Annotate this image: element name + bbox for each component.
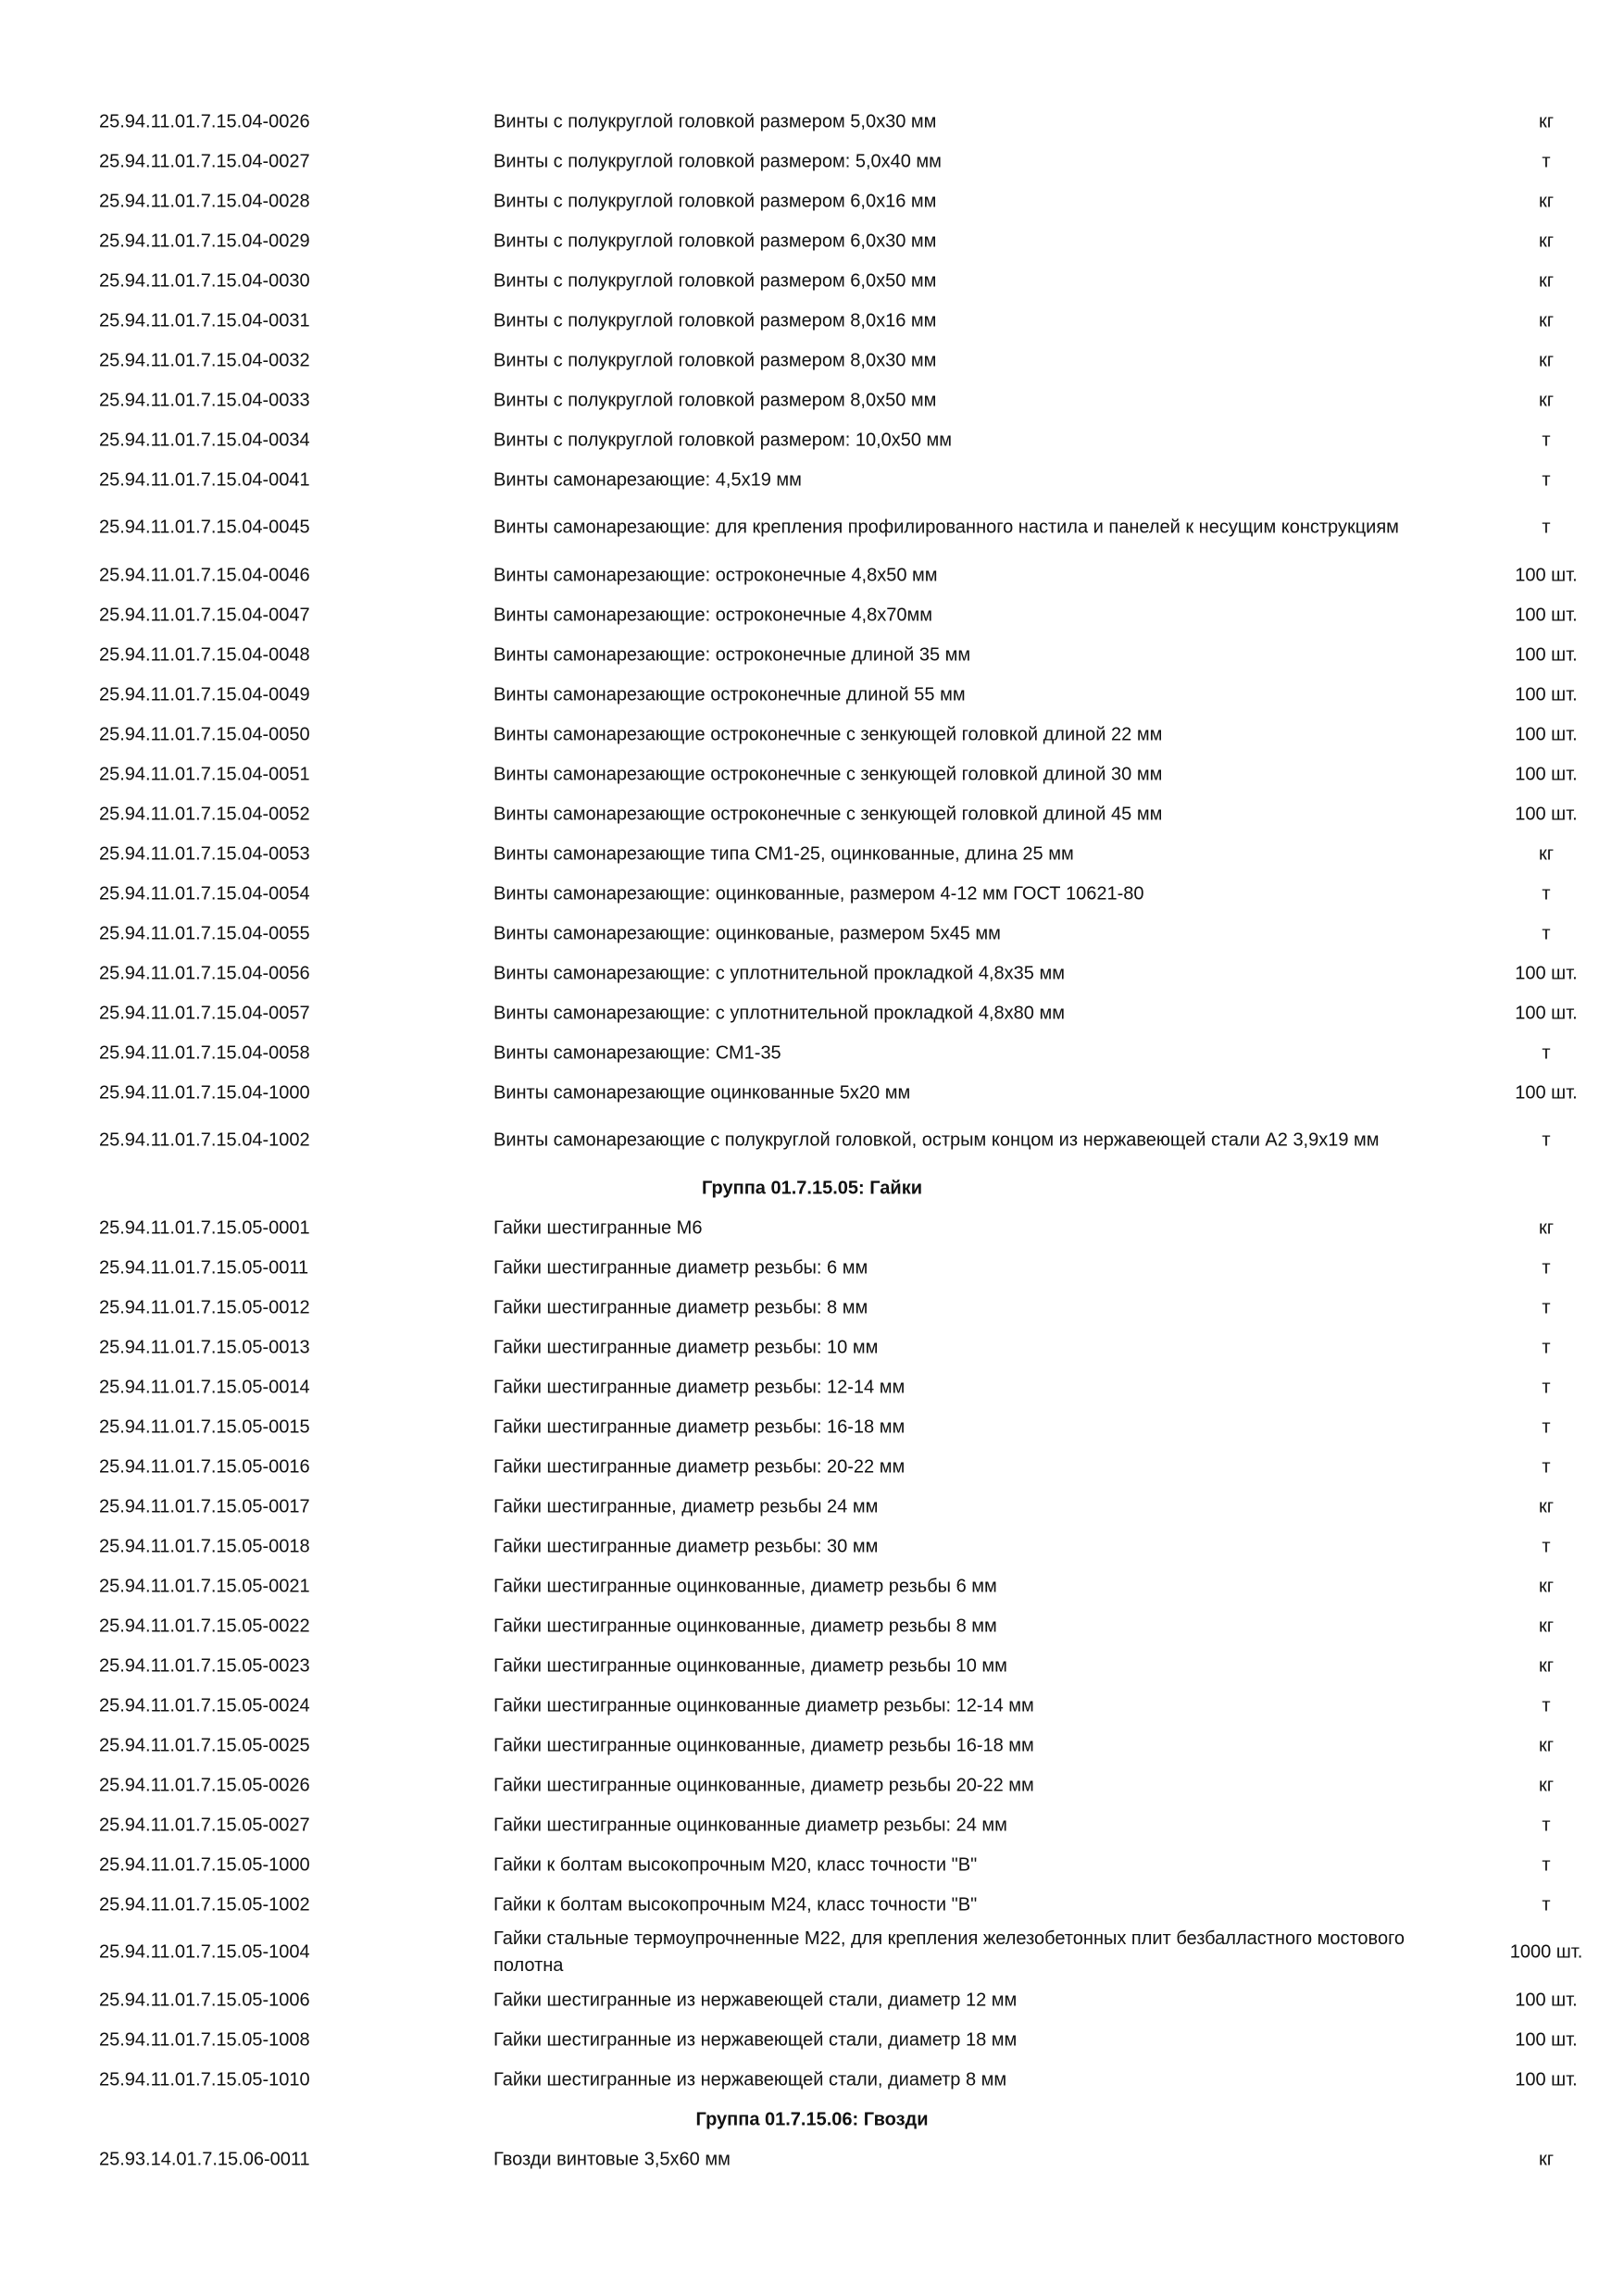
resource-name: Винты самонарезающие оцинкованные 5х20 мм	[493, 1082, 911, 1103]
resource-name: Гайки шестигранные диаметр резьбы: 12-14 мм	[493, 1377, 906, 1397]
resource-code: 25.94.11.01.7.15.04-0050	[99, 724, 310, 744]
resource-code: 25.94.11.01.7.15.04-0046	[99, 565, 310, 585]
resource-code: 25.94.11.01.7.15.04-0055	[99, 923, 310, 943]
resource-code: 25.94.11.01.7.15.05-0022	[99, 1616, 310, 1636]
group-header	[0, 1168, 1624, 1208]
table-row	[0, 1248, 1624, 1288]
resource-name: Винты самонарезающие: СМ1-35	[493, 1042, 781, 1063]
resource-code: 25.94.11.01.7.15.05-0024	[99, 1695, 310, 1716]
table-row	[0, 1407, 1624, 1447]
resource-code: 25.94.11.01.7.15.04-0048	[99, 644, 310, 665]
resource-name: Гайки шестигранные оцинкованные диаметр резьбы: 12-14 мм	[493, 1695, 1034, 1716]
unit-of-measure: кг	[1538, 111, 1555, 131]
unit-of-measure: 100 шт.	[1515, 804, 1578, 824]
resource-name: Винты самонарезающие: с уплотнительной прокладкой 4,8х35 мм	[493, 963, 1065, 983]
table-row	[0, 2140, 1624, 2179]
unit-of-measure: т	[1542, 1416, 1551, 1437]
resource-name: Гайки шестигранные из нержавеющей стали, диаметр 18 мм	[493, 2029, 1018, 2050]
resource-name: Гайки шестигранные диаметр резьбы: 8 мм	[493, 1297, 868, 1317]
resource-code: 25.94.11.01.7.15.05-0018	[99, 1536, 310, 1556]
unit-of-measure: кг	[1538, 270, 1555, 291]
resource-name: Винты самонарезающие: остроконечные длиной 35 мм	[493, 644, 971, 665]
resource-code: 25.94.11.01.7.15.04-0029	[99, 231, 310, 251]
resource-code: 25.94.11.01.7.15.04-0054	[99, 883, 310, 904]
resource-code: 25.94.11.01.7.15.04-0049	[99, 684, 310, 705]
resource-name: Винты самонарезающие: для крепления профилированного настила и панелей к несущим конструкциям	[493, 517, 1399, 538]
unit-of-measure: кг	[1538, 843, 1555, 864]
resource-code: 25.94.11.01.7.15.04-0047	[99, 605, 310, 625]
resource-code: 25.94.11.01.7.15.05-1010	[99, 2069, 310, 2090]
resource-code: 25.94.11.01.7.15.05-1006	[99, 1990, 310, 2010]
unit-of-measure: т	[1542, 1854, 1551, 1875]
resource-code: 25.94.11.01.7.15.05-1002	[99, 1894, 310, 1915]
resource-name: Винты самонарезающие остроконечные длиной 55 мм	[493, 684, 966, 705]
resource-code: 25.94.11.01.7.15.04-0031	[99, 310, 310, 331]
resource-code: 25.93.14.01.7.15.06-0011	[99, 2149, 310, 2169]
resource-name: Винты самонарезающие типа СМ1-25, оцинкованные, длина 25 мм	[493, 843, 1074, 864]
resource-name: Гайки шестигранные диаметр резьбы: 10 мм	[493, 1337, 879, 1357]
table-row	[0, 1328, 1624, 1367]
resource-name: Гайки к болтам высокопрочным М20, класс точности "В"	[493, 1854, 978, 1875]
resource-code: 25.94.11.01.7.15.04-0027	[99, 151, 310, 171]
resource-code: 25.94.11.01.7.15.05-1008	[99, 2029, 310, 2050]
resource-name: Винты самонарезающие остроконечные с зенкующей головкой длиной 45 мм	[493, 804, 1163, 824]
table-row	[0, 1113, 1624, 1168]
table-row	[0, 102, 1624, 142]
table-row	[0, 2020, 1624, 2060]
table-row	[0, 675, 1624, 715]
table-row	[0, 954, 1624, 993]
table-row	[0, 755, 1624, 794]
table-row	[0, 914, 1624, 954]
unit-of-measure: 100 шт.	[1515, 1990, 1578, 2010]
resource-name: Гайки шестигранные из нержавеющей стали, диаметр 8 мм	[493, 2069, 1007, 2090]
table-row	[0, 261, 1624, 301]
unit-of-measure: т	[1542, 430, 1551, 450]
unit-of-measure: кг	[1538, 1576, 1555, 1596]
table-row	[0, 341, 1624, 381]
table-row	[0, 1686, 1624, 1726]
unit-of-measure: т	[1542, 1257, 1551, 1278]
group-title: Группа 01.7.15.05: Гайки	[701, 1178, 923, 1198]
unit-of-measure: кг	[1538, 1655, 1555, 1676]
unit-of-measure: кг	[1538, 231, 1555, 251]
resource-code: 25.94.11.01.7.15.04-0028	[99, 191, 310, 211]
resource-code: 25.94.11.01.7.15.04-0051	[99, 764, 310, 784]
unit-of-measure: 100 шт.	[1515, 1003, 1578, 1023]
unit-of-measure: кг	[1538, 1496, 1555, 1516]
table-row	[0, 381, 1624, 420]
unit-of-measure: 100 шт.	[1515, 644, 1578, 665]
unit-of-measure: т	[1542, 1894, 1551, 1915]
unit-of-measure: кг	[1538, 1217, 1555, 1238]
unit-of-measure: 100 шт.	[1515, 2069, 1578, 2090]
resource-name: Гайки шестигранные М6	[493, 1217, 703, 1238]
resource-code: 25.94.11.01.7.15.05-0027	[99, 1815, 310, 1835]
table-row	[0, 1527, 1624, 1566]
resource-name: Гайки шестигранные оцинкованные, диаметр резьбы 6 мм	[493, 1576, 997, 1596]
table-row	[0, 1208, 1624, 1248]
unit-of-measure: кг	[1538, 390, 1555, 410]
resource-name: Винты с полукруглой головкой размером: 5,0х40 мм	[493, 151, 942, 171]
unit-of-measure: т	[1542, 151, 1551, 171]
resource-name: Винты с полукруглой головкой размером 8,0х16 мм	[493, 310, 937, 331]
unit-of-measure: кг	[1538, 350, 1555, 370]
unit-of-measure: т	[1542, 1536, 1551, 1556]
resource-code: 25.94.11.01.7.15.05-1004	[99, 1941, 310, 1963]
table-row	[0, 301, 1624, 341]
unit-of-measure: 100 шт.	[1515, 605, 1578, 625]
table-row	[0, 1980, 1624, 2020]
table-row	[0, 460, 1624, 500]
resource-code: 25.94.11.01.7.15.04-0056	[99, 963, 310, 983]
unit-of-measure: т	[1542, 1456, 1551, 1477]
resource-name: Винты с полукруглой головкой размером: 10,0х50 мм	[493, 430, 953, 450]
resource-code: 25.94.11.01.7.15.05-0012	[99, 1297, 310, 1317]
table-row	[0, 794, 1624, 834]
unit-of-measure: т	[1542, 517, 1551, 538]
unit-of-measure: 100 шт.	[1515, 764, 1578, 784]
resource-code: 25.94.11.01.7.15.04-0041	[99, 469, 310, 490]
unit-of-measure: т	[1542, 469, 1551, 490]
unit-of-measure: кг	[1538, 1616, 1555, 1636]
resource-code: 25.94.11.01.7.15.05-0016	[99, 1456, 310, 1477]
table-row	[0, 834, 1624, 874]
table-row	[0, 2060, 1624, 2100]
table-row	[0, 595, 1624, 635]
table-row	[0, 555, 1624, 595]
unit-of-measure: 1000 шт.	[1509, 1941, 1583, 1963]
resource-name: Винты самонарезающие: остроконечные 4,8х50 мм	[493, 565, 938, 585]
resource-name: Винты самонарезающие: остроконечные 4,8х70мм	[493, 605, 932, 625]
resource-name: Винты с полукруглой головкой размером 8,0х50 мм	[493, 390, 937, 410]
resource-code: 25.94.11.01.7.15.05-0025	[99, 1735, 310, 1755]
table-row	[0, 1925, 1624, 1980]
resource-name: Винты самонарезающие: оцинкованные, размером 4-12 мм ГОСТ 10621-80	[493, 883, 1144, 904]
resource-name: Винты самонарезающие остроконечные с зенкующей головкой длиной 22 мм	[493, 724, 1163, 744]
table-row	[0, 1845, 1624, 1885]
resource-name: Винты самонарезающие: оцинкованые, размером 5х45 мм	[493, 923, 1001, 943]
resource-code: 25.94.11.01.7.15.05-0023	[99, 1655, 310, 1676]
resource-name: Гайки шестигранные оцинкованные, диаметр резьбы 20-22 мм	[493, 1775, 1034, 1795]
unit-of-measure: т	[1542, 923, 1551, 943]
table-row	[0, 715, 1624, 755]
table-row	[0, 1766, 1624, 1805]
resource-name: Гайки шестигранные диаметр резьбы: 16-18 мм	[493, 1416, 906, 1437]
table-row	[0, 1487, 1624, 1527]
table-row	[0, 181, 1624, 221]
unit-of-measure: т	[1542, 1297, 1551, 1317]
resource-code: 25.94.11.01.7.15.04-1002	[99, 1129, 310, 1151]
unit-of-measure: 100 шт.	[1515, 565, 1578, 585]
resource-code: 25.94.11.01.7.15.05-0011	[99, 1257, 309, 1278]
resource-name: Гайки стальные термоупрочненные М22, для крепления железобетонных плит безбалластного мостового полотна	[493, 1928, 1405, 1976]
table-row	[0, 1805, 1624, 1845]
resource-name: Гайки шестигранные диаметр резьбы: 20-22 мм	[493, 1456, 906, 1477]
resource-name: Гайки шестигранные оцинкованные, диаметр резьбы 10 мм	[493, 1655, 1007, 1676]
unit-of-measure: т	[1542, 1129, 1551, 1151]
table-row	[0, 1367, 1624, 1407]
resource-code: 25.94.11.01.7.15.05-0015	[99, 1416, 310, 1437]
resource-code: 25.94.11.01.7.15.04-0026	[99, 111, 310, 131]
table-row	[0, 1447, 1624, 1487]
unit-of-measure: т	[1542, 1337, 1551, 1357]
resource-name: Винты с полукруглой головкой размером 6,0х16 мм	[493, 191, 937, 211]
table-row	[0, 420, 1624, 460]
resource-name: Винты самонарезающие: 4,5х19 мм	[493, 469, 802, 490]
resource-name: Гайки шестигранные оцинкованные диаметр резьбы: 24 мм	[493, 1815, 1007, 1835]
resource-code: 25.94.11.01.7.15.04-0053	[99, 843, 310, 864]
table-row	[0, 1288, 1624, 1328]
table-row	[0, 1726, 1624, 1766]
resource-code: 25.94.11.01.7.15.04-1000	[99, 1082, 310, 1103]
resource-code: 25.94.11.01.7.15.05-1000	[99, 1854, 310, 1875]
resource-code: 25.94.11.01.7.15.05-0021	[99, 1576, 310, 1596]
unit-of-measure: т	[1542, 1042, 1551, 1063]
unit-of-measure: 100 шт.	[1515, 684, 1578, 705]
resource-code: 25.94.11.01.7.15.05-0026	[99, 1775, 310, 1795]
resource-name: Винты с полукруглой головкой размером 8,0х30 мм	[493, 350, 937, 370]
table-row	[0, 1646, 1624, 1686]
unit-of-measure: кг	[1538, 310, 1555, 331]
table-row	[0, 1073, 1624, 1113]
group-header	[0, 2100, 1624, 2140]
resource-code: 25.94.11.01.7.15.05-0017	[99, 1496, 310, 1516]
table-row	[0, 1606, 1624, 1646]
resource-name: Гайки шестигранные диаметр резьбы: 30 мм	[493, 1536, 879, 1556]
resource-code: 25.94.11.01.7.15.04-0033	[99, 390, 310, 410]
table-row	[0, 635, 1624, 675]
unit-of-measure: 100 шт.	[1515, 963, 1578, 983]
resource-code: 25.94.11.01.7.15.04-0034	[99, 430, 310, 450]
resource-name: Гайки к болтам высокопрочным М24, класс точности "В"	[493, 1894, 978, 1915]
price-list-page	[0, 102, 1624, 2179]
table-row	[0, 874, 1624, 914]
table-row	[0, 993, 1624, 1033]
resource-name: Гайки шестигранные диаметр резьбы: 6 мм	[493, 1257, 868, 1278]
resource-code: 25.94.11.01.7.15.04-0057	[99, 1003, 310, 1023]
resource-name: Гвозди винтовые 3,5х60 мм	[493, 2149, 731, 2169]
unit-of-measure: 100 шт.	[1515, 1082, 1578, 1103]
resource-name: Винты самонарезающие с полукруглой головкой, острым концом из нержавеющей стали А2 3,9х19 мм	[493, 1129, 1380, 1151]
resource-name: Гайки шестигранные оцинкованные, диаметр резьбы 16-18 мм	[493, 1735, 1034, 1755]
unit-of-measure: т	[1542, 1695, 1551, 1716]
unit-of-measure: 100 шт.	[1515, 2029, 1578, 2050]
unit-of-measure: кг	[1538, 2149, 1555, 2169]
resource-name: Гайки шестигранные из нержавеющей стали, диаметр 12 мм	[493, 1990, 1018, 2010]
table-row	[0, 221, 1624, 261]
resource-code: 25.94.11.01.7.15.04-0045	[99, 517, 310, 538]
resource-code: 25.94.11.01.7.15.04-0052	[99, 804, 310, 824]
group-title: Группа 01.7.15.06: Гвозди	[695, 2109, 929, 2129]
unit-of-measure: 100 шт.	[1515, 724, 1578, 744]
resource-name: Гайки шестигранные оцинкованные, диаметр резьбы 8 мм	[493, 1616, 997, 1636]
table-row	[0, 1885, 1624, 1925]
resource-code: 25.94.11.01.7.15.05-0001	[99, 1217, 310, 1238]
resource-name: Винты с полукруглой головкой размером 5,0х30 мм	[493, 111, 937, 131]
unit-of-measure: кг	[1538, 1735, 1555, 1755]
resource-name: Гайки шестигранные, диаметр резьбы 24 мм	[493, 1496, 879, 1516]
resource-code: 25.94.11.01.7.15.04-0058	[99, 1042, 310, 1063]
unit-of-measure: т	[1542, 1377, 1551, 1397]
unit-of-measure: т	[1542, 1815, 1551, 1835]
table-row	[0, 1566, 1624, 1606]
resource-name: Винты с полукруглой головкой размером 6,0х50 мм	[493, 270, 937, 291]
resource-code: 25.94.11.01.7.15.04-0030	[99, 270, 310, 291]
table-row	[0, 1033, 1624, 1073]
unit-of-measure: кг	[1538, 1775, 1555, 1795]
resource-code: 25.94.11.01.7.15.05-0014	[99, 1377, 310, 1397]
resource-code: 25.94.11.01.7.15.05-0013	[99, 1337, 310, 1357]
resource-name: Винты с полукруглой головкой размером 6,0х30 мм	[493, 231, 937, 251]
resource-name: Винты самонарезающие: с уплотнительной прокладкой 4,8х80 мм	[493, 1003, 1065, 1023]
resource-code: 25.94.11.01.7.15.04-0032	[99, 350, 310, 370]
table-row	[0, 500, 1624, 555]
table-row	[0, 142, 1624, 181]
resource-name: Винты самонарезающие остроконечные с зенкующей головкой длиной 30 мм	[493, 764, 1163, 784]
unit-of-measure: кг	[1538, 191, 1555, 211]
unit-of-measure: т	[1542, 883, 1551, 904]
